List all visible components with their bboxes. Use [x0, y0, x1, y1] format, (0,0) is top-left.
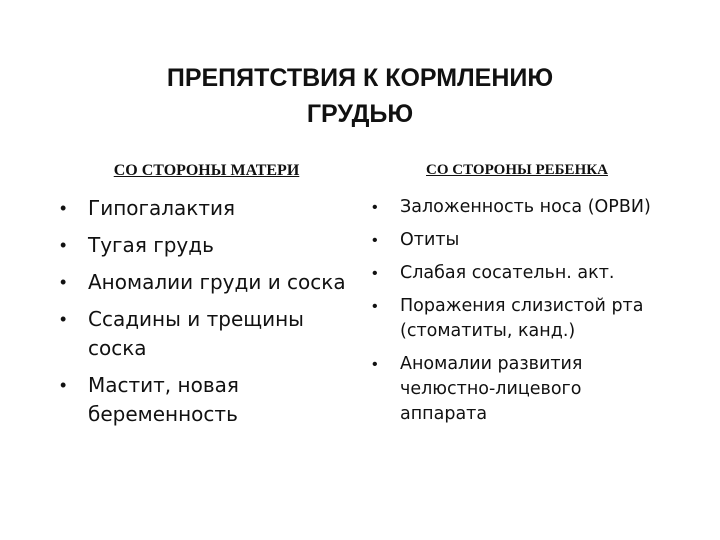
list-item-text: Отиты	[400, 230, 460, 250]
list-item-text: Аномалии развития челюстно-лицевого аппарата	[400, 354, 583, 424]
list-item-text: Мастит, новая беременность	[88, 373, 239, 426]
list-item	[50, 268, 355, 297]
list-item	[362, 261, 672, 286]
list-item-text: Гипогалактия	[88, 196, 236, 220]
list-item-text: Ссадины и трещины соска	[88, 307, 304, 360]
child-side-list	[362, 195, 672, 427]
mother-side-list	[50, 194, 355, 429]
list-item	[50, 194, 355, 223]
bullet-icon: •	[60, 375, 67, 395]
list-item-text: Поражения слизистой рта (стоматиты, канд.)	[400, 296, 644, 341]
bullet-icon: •	[372, 298, 378, 315]
title-line-2: ГРУДЬЮ	[306, 100, 414, 128]
list-item-text: Аномалии груди и соска	[88, 270, 346, 294]
list-item-text: Тугая грудь	[88, 233, 214, 257]
list-item	[362, 352, 672, 427]
list-item	[362, 294, 672, 344]
list-item	[50, 371, 355, 429]
bullet-icon: •	[60, 309, 67, 329]
title-line-1: ПРЕПЯТСТВИЯ К КОРМЛЕНИЮ	[166, 64, 554, 92]
bullet-icon: •	[372, 199, 378, 216]
bullet-icon: •	[372, 356, 378, 373]
list-item	[50, 305, 355, 363]
mother-side-column	[50, 162, 355, 437]
bullet-icon: •	[60, 235, 67, 255]
list-item	[362, 228, 672, 253]
child-side-column	[362, 162, 672, 435]
list-item	[50, 231, 355, 260]
slide-title	[40, 60, 680, 132]
list-item-text: Слабая сосательн. акт.	[400, 263, 615, 283]
bullet-icon: •	[60, 198, 67, 218]
list-item	[362, 195, 672, 220]
bullet-icon: •	[372, 232, 378, 249]
bullet-icon: •	[372, 265, 378, 282]
bullet-icon: •	[60, 272, 67, 292]
mother-side-heading: СО СТОРОНЫ МАТЕРИ	[113, 162, 300, 179]
list-item-text: Заложенность носа (ОРВИ)	[400, 197, 651, 217]
child-side-heading: СО СТОРОНЫ РЕБЕНКА	[426, 162, 608, 178]
